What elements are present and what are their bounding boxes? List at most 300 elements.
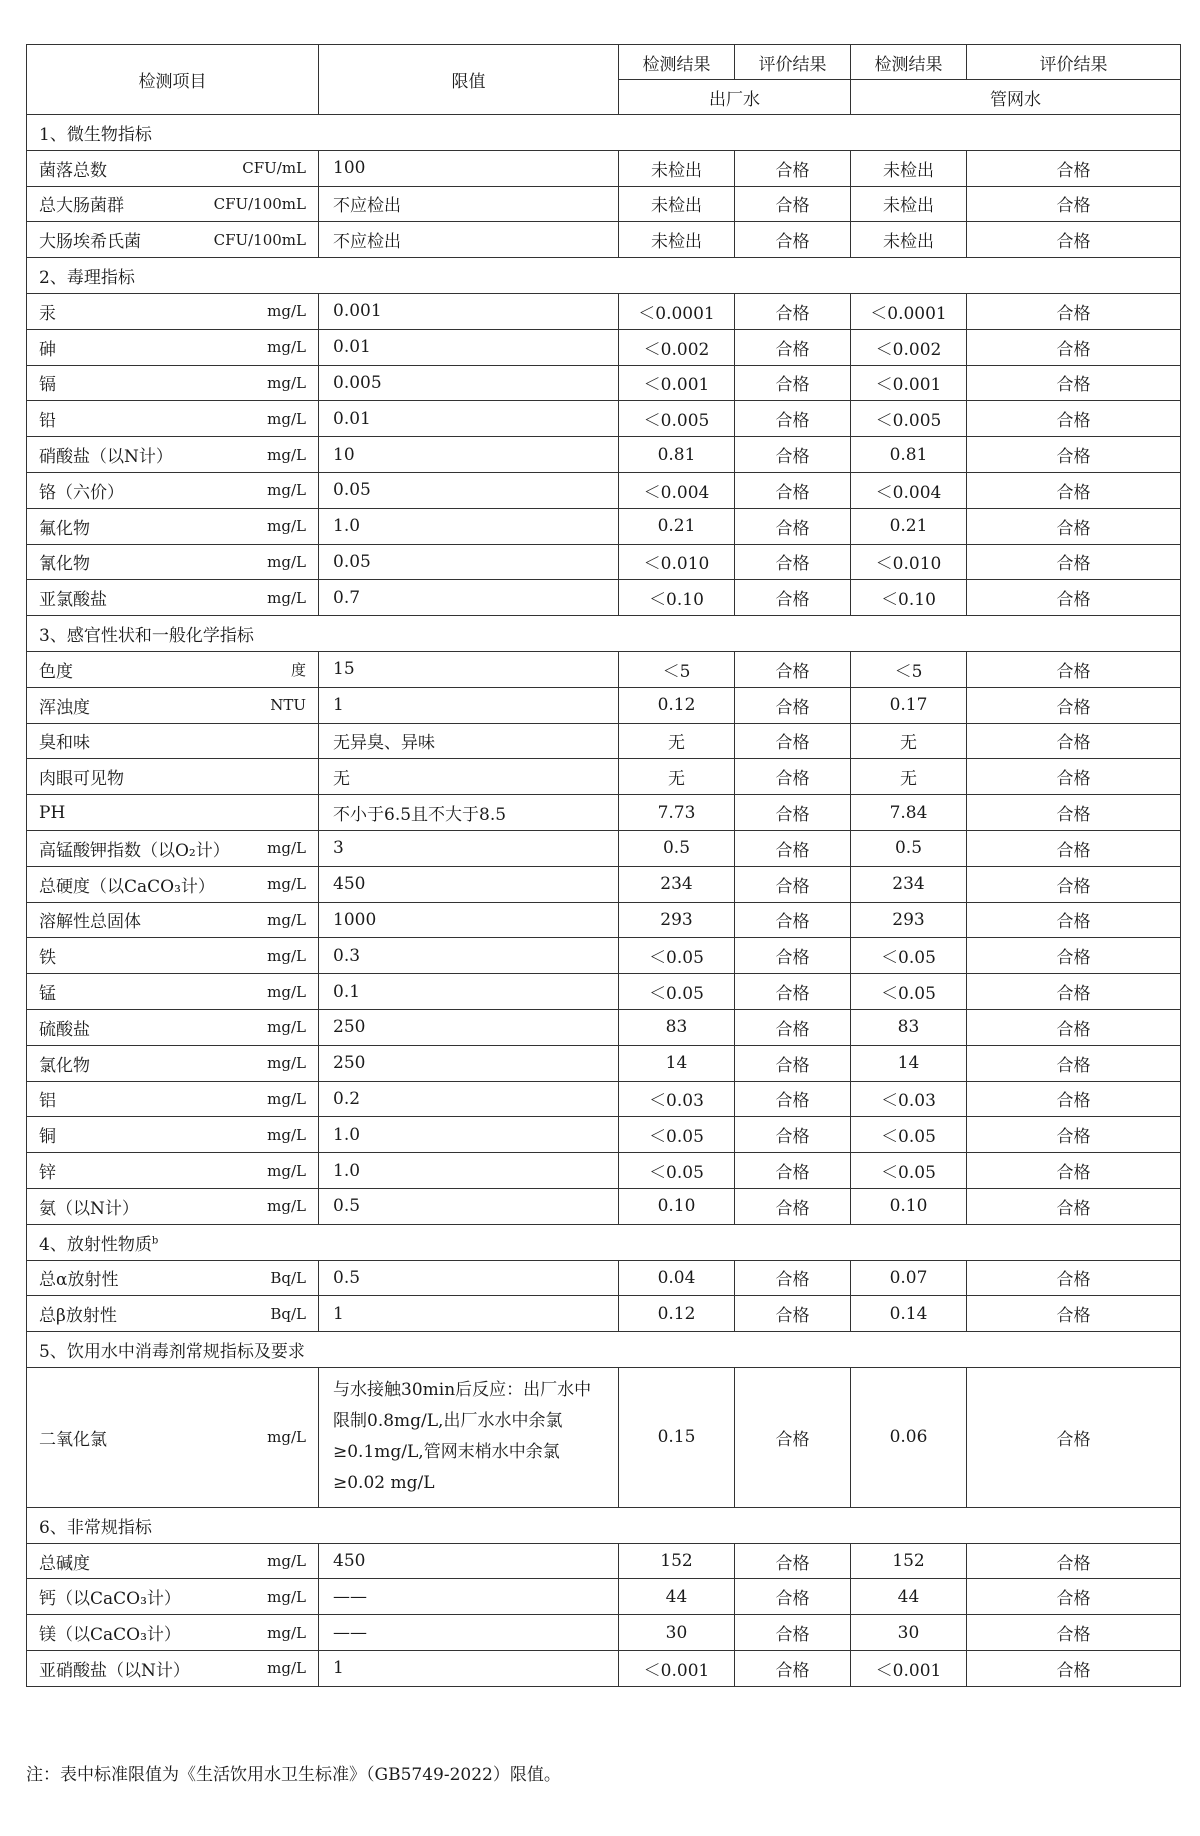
- item-cell: [27, 759, 319, 795]
- item-unit: NTU: [270, 696, 306, 715]
- section-row: [27, 258, 1181, 294]
- table-row: [27, 830, 1181, 866]
- item-wrap: [39, 1051, 306, 1076]
- item-unit: mg/L: [267, 338, 306, 357]
- evaluation-network-cell: 合格: [967, 687, 1181, 723]
- limit-cell: 0.3: [319, 938, 619, 974]
- section-title: [27, 1507, 1181, 1543]
- item-wrap: [39, 406, 306, 431]
- item-wrap: [39, 514, 306, 539]
- evaluation-network-cell: 合格: [967, 723, 1181, 759]
- limit-cell: 不应检出: [319, 222, 619, 258]
- item-cell: [27, 222, 319, 258]
- evaluation-factory-cell: 合格: [735, 1188, 851, 1224]
- item-unit: 度: [290, 660, 306, 679]
- item-name: 铅: [39, 411, 56, 432]
- item-name: 镉: [39, 375, 56, 396]
- item-wrap: [39, 442, 306, 467]
- result-factory-cell: ＜0.03: [619, 1081, 735, 1117]
- evaluation-factory-cell: 合格: [735, 687, 851, 723]
- item-wrap: [39, 156, 306, 181]
- item-wrap: [39, 657, 306, 682]
- limit-cell: 无: [319, 759, 619, 795]
- result-network-cell: 234: [851, 866, 967, 902]
- limit-cell: 100: [319, 150, 619, 186]
- limit-cell: 0.01: [319, 401, 619, 437]
- limit-cell: 0.5: [319, 1260, 619, 1296]
- table-row: [27, 1045, 1181, 1081]
- section-title: [27, 115, 1181, 151]
- footnote: 注：表中标准限值为《生活饮用水卫生标准》（GB5749-2022）限值。: [26, 1765, 561, 1785]
- item-cell: [27, 150, 319, 186]
- item-unit: mg/L: [267, 910, 306, 929]
- result-network-cell: 未检出: [851, 186, 967, 222]
- evaluation-network-cell: 合格: [967, 365, 1181, 401]
- item-unit: mg/L: [267, 839, 306, 858]
- evaluation-network-cell: 合格: [967, 1188, 1181, 1224]
- item-cell: [27, 1543, 319, 1579]
- evaluation-factory-cell: 合格: [735, 401, 851, 437]
- evaluation-network-cell: 合格: [967, 508, 1181, 544]
- result-network-cell: 无: [851, 723, 967, 759]
- result-network-cell: ＜0.05: [851, 974, 967, 1010]
- evaluation-factory-cell: 合格: [735, 186, 851, 222]
- limit-cell: 1.0: [319, 1153, 619, 1189]
- result-factory-cell: 0.04: [619, 1260, 735, 1296]
- result-factory-cell: ＜0.004: [619, 472, 735, 508]
- table-row: [27, 544, 1181, 580]
- result-factory-cell: ＜0.010: [619, 544, 735, 580]
- evaluation-factory-cell: 合格: [735, 759, 851, 795]
- evaluation-network-cell: 合格: [967, 866, 1181, 902]
- item-unit: mg/L: [267, 481, 306, 500]
- item-name: 色度: [39, 661, 73, 682]
- evaluation-factory-cell: 合格: [735, 472, 851, 508]
- result-factory-cell: 无: [619, 723, 735, 759]
- result-factory-cell: ＜0.05: [619, 1117, 735, 1153]
- header-row-1: [27, 45, 1181, 80]
- section-title-superscript: b: [151, 1234, 159, 1246]
- limit-cell: 10: [319, 437, 619, 473]
- limit-cell: 1.0: [319, 1117, 619, 1153]
- result-network-cell: 0.06: [851, 1367, 967, 1507]
- result-network-cell: 0.14: [851, 1296, 967, 1332]
- evaluation-network-cell: 合格: [967, 150, 1181, 186]
- item-name: 氟化物: [39, 518, 90, 539]
- evaluation-factory-cell: 合格: [735, 1579, 851, 1615]
- limit-cell: ——: [319, 1579, 619, 1615]
- item-name: 锌: [39, 1163, 56, 1183]
- item-unit: mg/L: [267, 517, 306, 536]
- table-row: [27, 1296, 1181, 1332]
- section-row: [27, 1332, 1181, 1368]
- evaluation-factory-cell: 合格: [735, 866, 851, 902]
- result-factory-cell: 0.12: [619, 687, 735, 723]
- item-unit: mg/L: [267, 1623, 306, 1642]
- result-factory-cell: 0.15: [619, 1367, 735, 1507]
- table-row: [27, 1615, 1181, 1651]
- result-network-cell: 0.07: [851, 1260, 967, 1296]
- limit-cell: 1: [319, 1651, 619, 1687]
- limit-cell: 1000: [319, 902, 619, 938]
- result-network-cell: ＜0.05: [851, 938, 967, 974]
- header-network-water: 管网水: [851, 80, 1181, 115]
- item-cell: [27, 651, 319, 687]
- item-name: 硫酸盐: [39, 1019, 90, 1040]
- item-name: 总硬度（以CaCO₃计）: [39, 876, 215, 897]
- result-network-cell: 44: [851, 1579, 967, 1615]
- result-factory-cell: 未检出: [619, 222, 735, 258]
- item-cell: [27, 186, 319, 222]
- evaluation-network-cell: 合格: [967, 1081, 1181, 1117]
- evaluation-factory-cell: 合格: [735, 651, 851, 687]
- result-factory-cell: 0.21: [619, 508, 735, 544]
- result-factory-cell: 293: [619, 902, 735, 938]
- evaluation-network-cell: 合格: [967, 472, 1181, 508]
- item-cell: [27, 401, 319, 437]
- evaluation-network-cell: 合格: [967, 1009, 1181, 1045]
- item-wrap: [39, 1086, 306, 1111]
- section-row: [27, 616, 1181, 652]
- result-factory-cell: ＜0.05: [619, 1153, 735, 1189]
- result-factory-cell: ＜0.005: [619, 401, 735, 437]
- limit-cell: ——: [319, 1615, 619, 1651]
- item-name: 高锰酸钾指数（以O₂计）: [39, 840, 230, 861]
- item-unit: mg/L: [267, 1125, 306, 1144]
- table-row: [27, 293, 1181, 329]
- evaluation-factory-cell: 合格: [735, 1260, 851, 1296]
- table-row: [27, 1117, 1181, 1153]
- evaluation-network-cell: 合格: [967, 759, 1181, 795]
- limit-cell: 不应检出: [319, 186, 619, 222]
- table-row: [27, 222, 1181, 258]
- table-row: [27, 759, 1181, 795]
- result-network-cell: 0.21: [851, 508, 967, 544]
- item-cell: [27, 1045, 319, 1081]
- item-unit: mg/L: [267, 588, 306, 607]
- section-title-text: 6、非常规指标: [39, 1517, 152, 1538]
- table-row: [27, 1188, 1181, 1224]
- result-network-cell: ＜5: [851, 651, 967, 687]
- item-name: 总大肠菌群: [39, 196, 124, 217]
- evaluation-network-cell: 合格: [967, 1296, 1181, 1332]
- result-network-cell: ＜0.0001: [851, 293, 967, 329]
- table-row: [27, 938, 1181, 974]
- header-result-factory: 检测结果: [619, 45, 735, 80]
- evaluation-network-cell: 合格: [967, 544, 1181, 580]
- item-name: 亚氯酸盐: [39, 590, 107, 611]
- result-network-cell: 152: [851, 1543, 967, 1579]
- section-title: [27, 616, 1181, 652]
- result-factory-cell: 未检出: [619, 186, 735, 222]
- item-cell: [27, 1651, 319, 1687]
- evaluation-factory-cell: 合格: [735, 544, 851, 580]
- result-factory-cell: ＜0.10: [619, 580, 735, 616]
- evaluation-network-cell: 合格: [967, 329, 1181, 365]
- item-cell: [27, 723, 319, 759]
- item-name: 铬（六价）: [39, 482, 124, 503]
- limit-cell: 与水接触30min后反应：出厂水中限制0.8mg/L,出厂水水中余氯≥0.1mg/L,管网末梢水中余氯≥0.02 mg/L: [319, 1367, 619, 1507]
- evaluation-network-cell: 合格: [967, 651, 1181, 687]
- item-name: 砷: [39, 339, 56, 360]
- result-network-cell: 0.81: [851, 437, 967, 473]
- item-cell: [27, 1188, 319, 1224]
- limit-cell: 0.7: [319, 580, 619, 616]
- result-factory-cell: ＜0.001: [619, 365, 735, 401]
- table-row: [27, 1579, 1181, 1615]
- item-name: 铝: [39, 1091, 56, 1112]
- item-wrap: [39, 803, 306, 823]
- table-row: [27, 1543, 1181, 1579]
- item-wrap: [39, 1122, 306, 1147]
- item-cell: [27, 1579, 319, 1615]
- table-row: [27, 1651, 1181, 1687]
- item-wrap: [39, 1194, 306, 1219]
- item-name: 大肠埃希氏菌: [39, 232, 141, 253]
- item-cell: [27, 1153, 319, 1189]
- item-cell: [27, 1117, 319, 1153]
- result-factory-cell: ＜0.002: [619, 329, 735, 365]
- item-cell: [27, 544, 319, 580]
- item-unit: mg/L: [267, 875, 306, 894]
- item-name: 肉眼可见物: [39, 769, 124, 790]
- item-unit: mg/L: [267, 409, 306, 428]
- evaluation-network-cell: 合格: [967, 1615, 1181, 1651]
- item-wrap: [39, 370, 306, 395]
- item-cell: [27, 830, 319, 866]
- item-name: 硝酸盐（以N计）: [39, 447, 173, 468]
- item-wrap: [39, 1584, 306, 1609]
- item-name: 总碱度: [39, 1553, 90, 1574]
- item-name: 钙（以CaCO₃计）: [39, 1589, 181, 1610]
- item-unit: mg/L: [267, 1659, 306, 1678]
- limit-cell: 0.1: [319, 974, 619, 1010]
- evaluation-factory-cell: 合格: [735, 329, 851, 365]
- item-wrap: [39, 1549, 306, 1574]
- evaluation-factory-cell: 合格: [735, 508, 851, 544]
- item-cell: [27, 580, 319, 616]
- item-cell: [27, 1367, 319, 1507]
- item-wrap: [39, 191, 306, 216]
- item-name: 总α放射性: [39, 1270, 119, 1291]
- table-row: [27, 866, 1181, 902]
- result-network-cell: 83: [851, 1009, 967, 1045]
- item-unit: Bq/L: [270, 1304, 306, 1323]
- evaluation-network-cell: 合格: [967, 1367, 1181, 1507]
- item-wrap: [39, 907, 306, 932]
- item-name: 镁（以CaCO₃计）: [39, 1625, 181, 1646]
- item-unit: mg/L: [267, 1054, 306, 1073]
- table-row: [27, 723, 1181, 759]
- result-network-cell: 0.10: [851, 1188, 967, 1224]
- limit-cell: 250: [319, 1009, 619, 1045]
- evaluation-factory-cell: 合格: [735, 902, 851, 938]
- limit-cell: 0.2: [319, 1081, 619, 1117]
- result-network-cell: 7.84: [851, 795, 967, 831]
- section-title-text: 1、微生物指标: [39, 124, 152, 145]
- item-unit: mg/L: [267, 1089, 306, 1108]
- result-network-cell: ＜0.10: [851, 580, 967, 616]
- evaluation-network-cell: 合格: [967, 1117, 1181, 1153]
- item-cell: [27, 974, 319, 1010]
- table-row: [27, 795, 1181, 831]
- evaluation-network-cell: 合格: [967, 580, 1181, 616]
- limit-cell: 0.001: [319, 293, 619, 329]
- evaluation-network-cell: 合格: [967, 186, 1181, 222]
- item-wrap: [39, 1656, 306, 1681]
- result-network-cell: 未检出: [851, 222, 967, 258]
- result-network-cell: ＜0.05: [851, 1153, 967, 1189]
- item-wrap: [39, 728, 306, 753]
- item-wrap: [39, 693, 306, 718]
- evaluation-factory-cell: 合格: [735, 1045, 851, 1081]
- evaluation-network-cell: 合格: [967, 974, 1181, 1010]
- item-unit: mg/L: [267, 373, 306, 392]
- table-row: [27, 974, 1181, 1010]
- table-row: [27, 1367, 1181, 1507]
- item-name: 二氧化氯: [39, 1429, 107, 1450]
- table-row: [27, 401, 1181, 437]
- limit-cell: 1: [319, 687, 619, 723]
- limit-cell: 0.005: [319, 365, 619, 401]
- limit-cell: 450: [319, 866, 619, 902]
- evaluation-network-cell: 合格: [967, 938, 1181, 974]
- table-row: [27, 186, 1181, 222]
- item-cell: [27, 687, 319, 723]
- limit-cell: 1: [319, 1296, 619, 1332]
- item-unit: mg/L: [267, 1428, 306, 1447]
- table-row: [27, 687, 1181, 723]
- section-title-text: 5、饮用水中消毒剂常规指标及要求: [39, 1341, 305, 1362]
- table-row: [27, 365, 1181, 401]
- evaluation-factory-cell: 合格: [735, 437, 851, 473]
- item-wrap: [39, 1425, 306, 1450]
- result-factory-cell: 0.5: [619, 830, 735, 866]
- item-wrap: [39, 872, 306, 897]
- header-evaluation-factory: 评价结果: [735, 45, 851, 80]
- item-unit: CFU/mL: [242, 159, 306, 178]
- result-factory-cell: 83: [619, 1009, 735, 1045]
- result-factory-cell: 14: [619, 1045, 735, 1081]
- item-cell: [27, 902, 319, 938]
- header-evaluation-network: 评价结果: [967, 45, 1181, 80]
- limit-cell: 0.5: [319, 1188, 619, 1224]
- result-network-cell: 0.17: [851, 687, 967, 723]
- item-unit: mg/L: [267, 982, 306, 1001]
- result-factory-cell: ＜0.05: [619, 974, 735, 1010]
- item-name: 铁: [39, 948, 56, 969]
- result-factory-cell: 无: [619, 759, 735, 795]
- table-row: [27, 1260, 1181, 1296]
- section-title-text: 3、感官性状和一般化学指标: [39, 626, 254, 647]
- header-limit: 限值: [319, 45, 619, 115]
- item-cell: [27, 437, 319, 473]
- item-cell: [27, 1296, 319, 1332]
- limit-cell: 250: [319, 1045, 619, 1081]
- evaluation-factory-cell: 合格: [735, 974, 851, 1010]
- result-factory-cell: 0.81: [619, 437, 735, 473]
- item-wrap: [39, 549, 306, 574]
- item-wrap: [39, 764, 306, 789]
- item-cell: [27, 293, 319, 329]
- evaluation-network-cell: 合格: [967, 1579, 1181, 1615]
- item-name: 氯化物: [39, 1055, 90, 1076]
- result-factory-cell: ＜0.05: [619, 938, 735, 974]
- table-row: [27, 1081, 1181, 1117]
- evaluation-network-cell: 合格: [967, 1045, 1181, 1081]
- header-factory-water: 出厂水: [619, 80, 851, 115]
- evaluation-factory-cell: 合格: [735, 222, 851, 258]
- item-wrap: [39, 1015, 306, 1040]
- evaluation-factory-cell: 合格: [735, 1615, 851, 1651]
- evaluation-network-cell: 合格: [967, 830, 1181, 866]
- limit-cell: 1.0: [319, 508, 619, 544]
- evaluation-network-cell: 合格: [967, 437, 1181, 473]
- item-unit: mg/L: [267, 1587, 306, 1606]
- evaluation-network-cell: 合格: [967, 795, 1181, 831]
- item-unit: mg/L: [267, 946, 306, 965]
- item-cell: [27, 508, 319, 544]
- table-row: [27, 329, 1181, 365]
- table-row: [27, 508, 1181, 544]
- result-network-cell: ＜0.004: [851, 472, 967, 508]
- evaluation-network-cell: 合格: [967, 222, 1181, 258]
- item-name: 臭和味: [39, 733, 90, 754]
- section-title-text: 2、毒理指标: [39, 268, 135, 289]
- section-row: [27, 115, 1181, 151]
- item-name: 菌落总数: [39, 160, 107, 181]
- result-network-cell: 293: [851, 902, 967, 938]
- result-factory-cell: ＜5: [619, 651, 735, 687]
- item-wrap: [39, 1620, 306, 1645]
- item-name: 浑浊度: [39, 697, 90, 718]
- result-network-cell: 14: [851, 1045, 967, 1081]
- result-network-cell: ＜0.03: [851, 1081, 967, 1117]
- evaluation-network-cell: 合格: [967, 1543, 1181, 1579]
- item-cell: [27, 472, 319, 508]
- evaluation-network-cell: 合格: [967, 1260, 1181, 1296]
- table-row: [27, 1009, 1181, 1045]
- item-wrap: [39, 836, 306, 861]
- evaluation-factory-cell: 合格: [735, 1367, 851, 1507]
- result-factory-cell: 0.12: [619, 1296, 735, 1332]
- water-quality-table: [26, 44, 1181, 1687]
- result-network-cell: ＜0.005: [851, 401, 967, 437]
- item-cell: [27, 1260, 319, 1296]
- evaluation-factory-cell: 合格: [735, 293, 851, 329]
- evaluation-network-cell: 合格: [967, 401, 1181, 437]
- result-network-cell: ＜0.05: [851, 1117, 967, 1153]
- item-name: 氰化物: [39, 554, 90, 575]
- limit-cell: 3: [319, 830, 619, 866]
- item-unit: mg/L: [267, 552, 306, 571]
- limit-cell: 无异臭、异味: [319, 723, 619, 759]
- item-cell: [27, 1009, 319, 1045]
- item-name: 溶解性总固体: [39, 912, 141, 933]
- result-network-cell: ＜0.001: [851, 1651, 967, 1687]
- table-row: [27, 902, 1181, 938]
- item-unit: mg/L: [267, 1197, 306, 1216]
- result-factory-cell: ＜0.001: [619, 1651, 735, 1687]
- evaluation-factory-cell: 合格: [735, 830, 851, 866]
- item-cell: [27, 329, 319, 365]
- result-factory-cell: 0.10: [619, 1188, 735, 1224]
- result-factory-cell: 30: [619, 1615, 735, 1651]
- item-name: 总β放射性: [39, 1306, 117, 1327]
- table-row: [27, 651, 1181, 687]
- item-name: 亚硝酸盐（以N计）: [39, 1660, 190, 1681]
- item-wrap: [39, 478, 306, 503]
